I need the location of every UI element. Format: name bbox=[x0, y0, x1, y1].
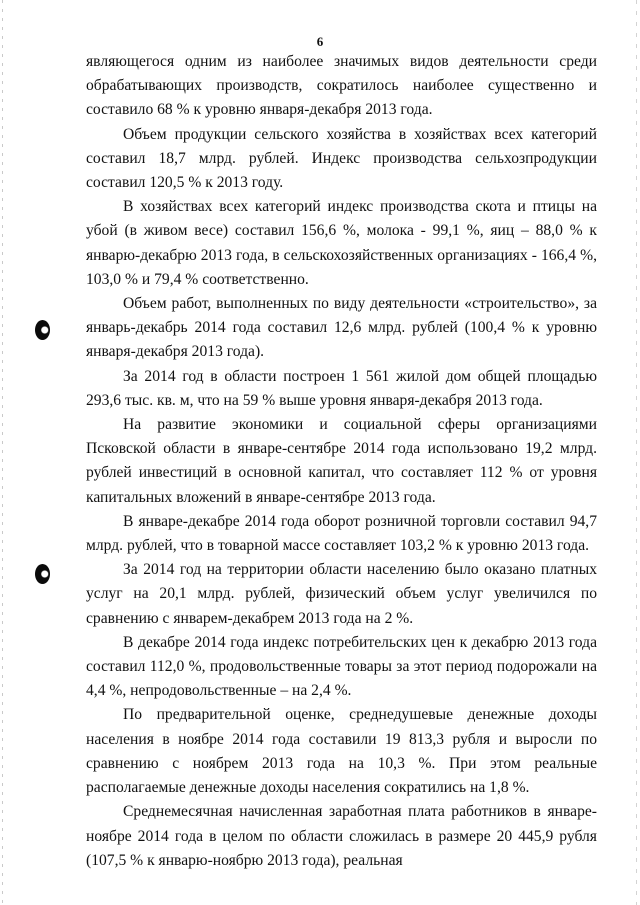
scan-edge-left bbox=[2, 0, 3, 905]
paragraph-income: По предварительной оценке, среднедушевые денежные доходы населения в ноябре 2014 года составили 19 813,3 рубля и выросли по сравнению с ноябрем 2013 года на 10,3 %. При этом реальные располагаемые денежные доходы населения сократились на 1,8 %. bbox=[86, 706, 597, 797]
paragraph-consumer-prices: В декабре 2014 года индекс потребительских цен к декабрю 2013 года составил 112,0 %, продовольственные товары за этот период подорожали на 4,4 %, непродовольственные – на 2,4 %. bbox=[86, 633, 597, 700]
punch-hole-top bbox=[35, 320, 50, 340]
body-text bbox=[86, 50, 597, 873]
page-number: 6 bbox=[316, 34, 324, 49]
paragraph-wages: Среднемесячная начисленная заработная плата работников в январе-ноябре 2014 года в целом по области сложилась в размере 20 445,9 рубля (107,5 % к январю-ноябрю 2013 года), реальная bbox=[86, 803, 597, 869]
paragraph-housing: За 2014 год в области построен 1 561 жилой дом общей площадью 293,6 тыс. кв. м, что на 59 % выше уровня января-декабря 2013 года. bbox=[86, 367, 597, 409]
paragraph-construction: Объем работ, выполненных по виду деятельности «строительство», за январь-декабрь 2014 года составил 12,6 млрд. рублей (100,4 % к уровню января-декабря 2013 года). bbox=[86, 295, 597, 361]
paragraph-agriculture-output: Объем продукции сельского хозяйства в хозяйствах всех категорий составил 18,7 млрд. рублей. Индекс производства сельхозпродукции составил 120,5 % к 2013 году. bbox=[86, 125, 597, 192]
paragraph-retail-trade: В январе-декабре 2014 года оборот розничной торговли составил 94,7 млрд. рублей, что в товарной массе составляет 103,2 % к уровню 2013 года. bbox=[86, 512, 597, 555]
punch-hole-bottom bbox=[35, 564, 50, 584]
paragraph-livestock-index: В хозяйствах всех категорий индекс производства скота и птицы на убой (в живом весе) составил 156,6 %, молока - 99,1 %, яиц – 88,0 % к январю-декабрю 2013 года, в сельскохозяйственных организациях - 166,4 %, 103,0 % и 79,4 % соответственно. bbox=[86, 198, 597, 288]
paragraph-continuation: являющегося одним из наиболее значимых видов деятельности среди обрабатывающих производств, сократилось наиболее существенно и составило 68 % к уровню января-декабря 2013 года. bbox=[86, 53, 597, 119]
paragraph-investment: На развитие экономики и социальной сферы организациями Псковской области в январе-сентябре 2014 года использовано 19,2 млрд. рублей инвестиций в основной капитал, что составляет 112 % от уровня капитальных вложений в январе-сентябре 2013 года. bbox=[86, 416, 597, 506]
scan-edge-right bbox=[636, 0, 637, 905]
paragraph-paid-services: За 2014 год на территории области населению было оказано платных услуг на 20,1 млрд. рублей, физический объем услуг увеличился по сравнению с январем-декабрем 2013 года на 2 %. bbox=[86, 561, 597, 627]
